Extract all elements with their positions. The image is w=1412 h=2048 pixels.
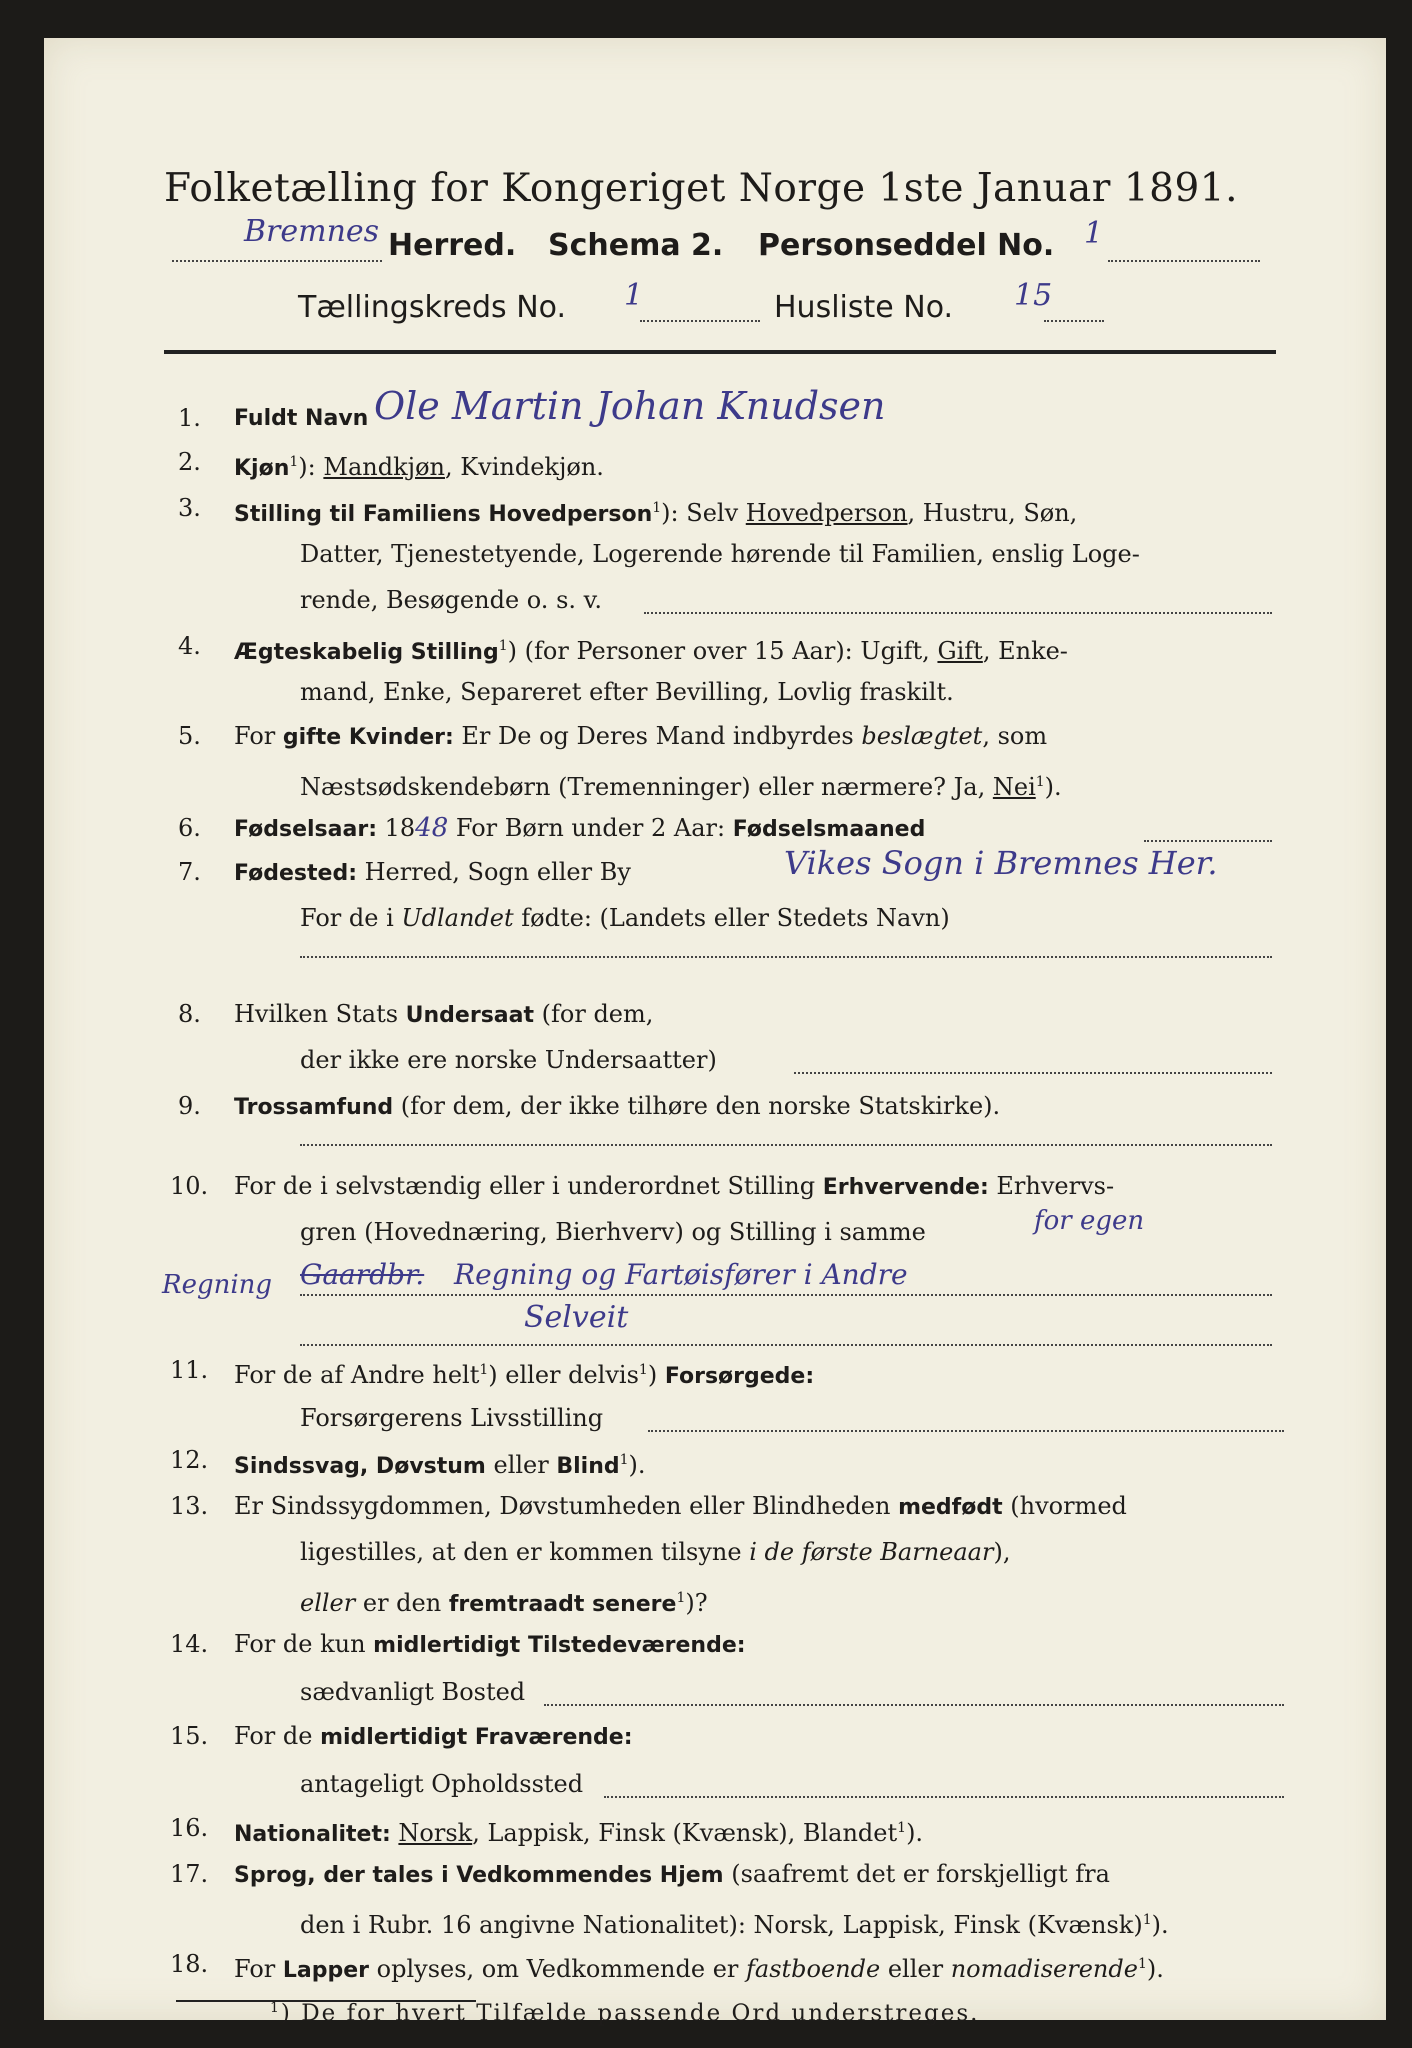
q15-row — [234, 1720, 633, 1754]
q7-text-a: Herred, Sogn eller By — [357, 858, 631, 886]
q15-number: 15. — [170, 1722, 209, 1750]
q7-number: 7. — [178, 858, 201, 886]
q10-line2: gren (Hovednæring, Bierhverv) og Stilling i samme — [300, 1218, 926, 1246]
q12-label2: Blind — [556, 1454, 620, 1479]
q4-number: 4. — [178, 632, 201, 660]
q6-prefix: 18 — [377, 814, 416, 842]
q18-number: 18. — [170, 1950, 209, 1978]
q13-text-a: Er Sindssygdommen, Døvstumheden eller Blindheden — [234, 1492, 899, 1520]
q13-line3-a: er den — [355, 1589, 449, 1617]
q16-option-norsk: Norsk — [398, 1819, 473, 1847]
q17-line2-b: ). — [1151, 1911, 1169, 1939]
q16-text-b: , Lappisk, Finsk (Kvænsk), Blandet — [472, 1819, 898, 1847]
q13-label: medfødt — [898, 1495, 1003, 1520]
q13-label2: fremtraadt senere — [448, 1592, 677, 1617]
q3-row — [234, 492, 1077, 531]
q7-value: Vikes Sogn i Bremnes Her. — [784, 844, 1218, 882]
q6-row — [234, 812, 925, 846]
q5-line2-a: Næstsødskendebørn (Tremenninger) eller nærmere? Ja, — [300, 773, 993, 801]
q11-dotline — [648, 1430, 1284, 1432]
q14-label: midlertidigt Tilstedeværende: — [373, 1633, 746, 1658]
q3-line3: rende, Besøgende o. s. v. — [300, 586, 602, 614]
personseddel-dotline — [1108, 260, 1260, 262]
q16-label: Nationalitet: — [234, 1822, 391, 1847]
q10-text-a: For de i selvstændig eller i underordnet Stilling — [234, 1172, 823, 1200]
q11-sup2: 1 — [638, 1362, 648, 1378]
q1-value: Ole Martin Johan Knudsen — [374, 384, 886, 428]
q2-label: Kjøn — [234, 456, 290, 481]
q8-number: 8. — [178, 1000, 201, 1028]
q13-line3-b: )? — [685, 1589, 708, 1617]
q2-row — [234, 446, 604, 485]
q9-number: 9. — [178, 1092, 201, 1120]
q5-text-a: For — [234, 722, 283, 750]
q17-line2 — [300, 1904, 1169, 1941]
q18-row — [234, 1948, 1164, 1987]
schema-label: Schema 2. — [548, 228, 724, 263]
q17-line2-text: den i Rubr. 16 angivne Nationalitet): Norsk, Lappisk, Finsk (Kvænsk) — [300, 1911, 1143, 1939]
q3-sup: 1 — [652, 500, 662, 516]
footnote-sup: 1 — [270, 2000, 281, 2016]
q8-text-b: (for dem, — [534, 1000, 654, 1028]
husliste-dotline — [1044, 320, 1104, 322]
q5-text-b: Er De og Deres Mand indbyrdes — [453, 722, 862, 750]
q4-line2: mand, Enke, Separeret efter Bevilling, Lovlig fraskilt. — [300, 678, 954, 706]
q13-text-b: (hvormed — [1002, 1492, 1127, 1520]
footnote — [270, 2000, 979, 2027]
q5-row — [234, 720, 1047, 754]
herred-value: Bremnes — [244, 214, 380, 249]
q4-label: Ægteskabelig Stilling — [234, 640, 499, 665]
q8-text-a: Hvilken Stats — [234, 1000, 406, 1028]
q8-row — [234, 998, 653, 1032]
header-rule — [164, 350, 1276, 354]
q10-value-a: for egen — [1034, 1206, 1145, 1236]
q18-label: Lapper — [282, 1958, 370, 1983]
q10-dotline-2 — [300, 1344, 1272, 1346]
q13-line2-a: ligestilles, at den er kommen tilsyne — [300, 1538, 750, 1566]
q2-option-mandkjon: Mandkjøn — [323, 453, 445, 481]
q5-number: 5. — [178, 722, 201, 750]
q15-line2: antageligt Opholdssted — [300, 1770, 584, 1798]
kreds-label: Tællingskreds No. — [298, 290, 566, 325]
q18-text-a: For — [234, 1955, 283, 1983]
q13-line3 — [300, 1582, 708, 1621]
q18-text-b: oplyses, om Vedkommende er — [369, 1955, 746, 1983]
q6-label2: Fødselsmaaned — [732, 817, 926, 842]
q13-line2 — [300, 1536, 1010, 1568]
q10-value-left: Regning — [162, 1270, 273, 1300]
q7-row — [234, 856, 631, 890]
q12-text-a: eller — [485, 1451, 557, 1479]
q13-line2-b: ), — [993, 1538, 1011, 1566]
q11-text-c: ) — [647, 1361, 665, 1389]
q14-text-a: For de kun — [234, 1630, 374, 1658]
q13-sup: 1 — [676, 1590, 686, 1606]
q10-label: Erhvervende: — [822, 1175, 989, 1200]
q17-label: Sprog, der tales i Vedkommendes Hjem — [234, 1863, 724, 1888]
q14-row — [234, 1628, 746, 1662]
q13-italic: i de første Barneaar — [749, 1538, 994, 1566]
q15-dotline — [604, 1796, 1284, 1798]
q10-value-c: Selveit — [524, 1300, 629, 1335]
form-title: Folketælling for Kongeriget Norge 1ste Januar 1891. — [164, 166, 1238, 211]
husliste-value: 15 — [1014, 278, 1053, 313]
q7-label: Fødested: — [234, 861, 357, 886]
q8-dotline — [794, 1072, 1272, 1074]
q4-row — [234, 630, 1068, 669]
q6-number: 6. — [178, 814, 201, 842]
q1-label: Fuldt Navn — [234, 406, 369, 431]
q10-value-b: Regning og Fartøisfører i Andre — [454, 1258, 908, 1291]
q11-row — [234, 1354, 814, 1393]
q14-line2: sædvanligt Bosted — [300, 1678, 526, 1706]
q10-value-struck: Gaardbr. — [300, 1258, 425, 1291]
q12-number: 12. — [170, 1446, 209, 1474]
q9-text-a: (for dem, der ikke tilhøre den norske Statskirke). — [393, 1092, 1001, 1120]
q12-label: Sindssvag, Døvstum — [234, 1454, 486, 1479]
q9-label: Trossamfund — [234, 1095, 394, 1120]
q10-row — [234, 1170, 1114, 1204]
q7-line2 — [300, 902, 950, 934]
q18-text-c: eller — [880, 1955, 951, 1983]
census-form-sheet — [44, 38, 1386, 2027]
personseddel-value: 1 — [1084, 216, 1104, 251]
q4-option-gift: Gift — [937, 637, 983, 665]
kreds-dotline — [640, 320, 760, 322]
q13-number: 13. — [170, 1492, 209, 1520]
q13-line3-italic: eller — [300, 1589, 356, 1617]
q6-dotline — [1144, 840, 1272, 842]
q11-sup1: 1 — [479, 1362, 489, 1378]
q7-line2-a: For de i — [300, 904, 402, 932]
q3-text-a: ): Selv — [661, 499, 746, 527]
q10-number: 10. — [170, 1172, 209, 1200]
q4-sup: 1 — [498, 638, 508, 654]
q4-text-a: ) (for Personer over 15 Aar): Ugift, — [507, 637, 938, 665]
q12-sup: 1 — [619, 1452, 629, 1468]
q17-text-a: (saafremt det er forskjelligt fra — [723, 1860, 1110, 1888]
q17-sup: 1 — [1142, 1912, 1152, 1928]
q11-number: 11. — [170, 1356, 209, 1384]
q7-line2-b: fødte: (Landets eller Stedets Navn) — [513, 904, 950, 932]
herred-label: Herred. — [388, 228, 517, 263]
q14-number: 14. — [170, 1630, 209, 1658]
kreds-value: 1 — [624, 278, 644, 313]
q16-text-c: ). — [906, 1819, 924, 1847]
q9-dotline — [300, 1144, 1272, 1146]
q6-text-a: For Børn under 2 Aar: — [448, 814, 726, 842]
q5-label: gifte Kvinder: — [282, 725, 454, 750]
q18-sup: 1 — [1137, 1956, 1147, 1972]
q5-line2 — [300, 766, 1062, 803]
q16-row — [234, 1812, 923, 1851]
q11-line2: Forsørgerens Livsstilling — [300, 1404, 604, 1432]
q18-italic2: nomadiserende — [950, 1955, 1138, 1983]
q5-italic: beslægtet — [861, 722, 983, 750]
q3-text-b: , Hustru, Søn, — [907, 499, 1078, 527]
q12-row — [234, 1444, 646, 1483]
q2-sup: 1 — [289, 454, 299, 470]
q5-text-c: , som — [982, 722, 1048, 750]
q5-option-nei: Nei — [992, 773, 1036, 801]
q18-italic1: fastboende — [746, 1955, 881, 1983]
q10-dotline-1 — [300, 1294, 1272, 1296]
q4-text-b: , Enke- — [982, 637, 1068, 665]
q7-italic: Udlandet — [401, 904, 514, 932]
q11-text-a: For de af Andre helt — [234, 1361, 480, 1389]
q13-row — [234, 1490, 1127, 1524]
q2-text-a: ): — [298, 453, 324, 481]
footnote-text: ) De for hvert Tilfælde passende Ord understreges. — [280, 2000, 980, 2027]
q2-text-b: , Kvindekjøn. — [444, 453, 604, 481]
q16-number: 16. — [170, 1814, 209, 1842]
q3-option-hovedperson: Hovedperson — [745, 499, 908, 527]
q17-row — [234, 1858, 1110, 1892]
q18-text-d: ). — [1146, 1955, 1164, 1983]
q3-line2: Datter, Tjenestetyende, Logerende hørende til Familien, enslig Loge- — [300, 540, 1140, 568]
q1-number: 1. — [178, 404, 201, 432]
q8-label: Undersaat — [405, 1003, 535, 1028]
q5-line2-b: ). — [1044, 773, 1062, 801]
q11-label: Forsørgede: — [664, 1364, 815, 1389]
q17-number: 17. — [170, 1860, 209, 1888]
q8-line2: der ikke ere norske Undersaatter) — [300, 1046, 717, 1074]
q5-sup: 1 — [1035, 774, 1045, 790]
q3-label: Stilling til Familiens Hovedperson — [234, 502, 653, 527]
q2-number: 2. — [178, 448, 201, 476]
q16-sup: 1 — [897, 1820, 907, 1836]
q10-text-b: Erhvervs- — [988, 1172, 1115, 1200]
q3-dotline — [644, 612, 1272, 614]
q15-text-a: For de — [234, 1722, 321, 1750]
q9-row — [234, 1090, 1000, 1124]
husliste-label: Husliste No. — [774, 290, 954, 325]
q11-text-b: ) eller delvis — [488, 1361, 639, 1389]
q7-dotline — [300, 956, 1272, 958]
q6-value: 48 — [415, 813, 449, 843]
q6-label: Fødselsaar: — [234, 817, 377, 842]
q15-label: midlertidigt Fraværende: — [320, 1725, 633, 1750]
q3-number: 3. — [178, 494, 201, 522]
q14-dotline — [544, 1704, 1284, 1706]
herred-dotline — [172, 260, 382, 262]
q12-text-b: ). — [628, 1451, 646, 1479]
personseddel-label: Personseddel No. — [758, 228, 1055, 263]
